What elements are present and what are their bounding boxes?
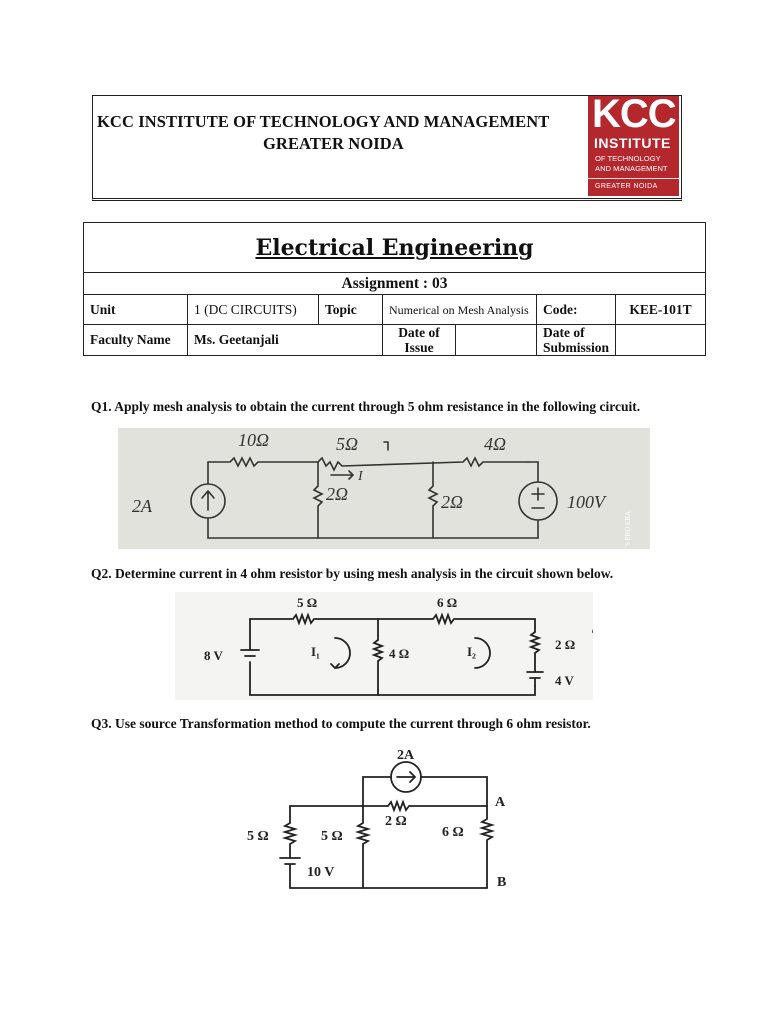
logo-sub1: OF TECHNOLOGY (595, 154, 661, 163)
q1-r4-label: 2Ω (326, 484, 349, 504)
q3-bridge-resistor-label: 2 Ω (385, 814, 407, 829)
institute-location: GREATER NOIDA (263, 134, 404, 153)
institute-header (92, 92, 682, 201)
logo-sub2: AND MANAGEMENT (595, 164, 668, 173)
q2-r4-label: 2 Ω (555, 637, 576, 652)
q2-v1-label: 8 V (204, 648, 223, 663)
q1-r5-label: 2Ω (441, 492, 464, 512)
q1-r3-label: 4Ω (484, 434, 507, 454)
q1-current-source-label: 2A (132, 496, 152, 516)
q3-node-a: A (495, 795, 506, 810)
q3-voltage-source-label: 10 V (307, 865, 335, 880)
q1-current-label: I (358, 469, 363, 484)
course-info-table (83, 222, 706, 356)
q2-circuit-figure (175, 592, 593, 700)
unit-label: Unit (84, 295, 188, 325)
code-label: Code: (537, 295, 616, 325)
unit-value: 1 (DC CIRCUITS) (188, 295, 319, 325)
q3-left-resistor-label: 5 Ω (247, 829, 269, 844)
question-1: Q1. Apply mesh analysis to obtain the current through 5 ohm resistance in the following circuit. (91, 399, 641, 414)
q1-r2-label: 5Ω (336, 434, 359, 454)
topic-label: Topic (319, 295, 383, 325)
q1-r1-label: 10Ω (238, 430, 270, 450)
topic-value: Numerical on Mesh Analysis (383, 295, 537, 325)
q3-mid-resistor-label: 5 Ω (321, 829, 343, 844)
q3-current-source-label: 2A (397, 748, 415, 763)
q1-voltage-source-label: 100V (567, 492, 605, 512)
question-3: Q3. Use source Transformation method to compute the current through 6 ohm resistor. (91, 716, 591, 731)
institute-name: KCC INSTITUTE OF TECHNOLOGY AND MANAGEMENT (97, 112, 550, 131)
q1-circuit-figure (118, 428, 650, 549)
q3-node-b: B (497, 875, 507, 890)
issue-date-label: Date of Issue (383, 325, 456, 356)
q2-r3-label: 4 Ω (389, 646, 410, 661)
submission-date-label: Date of Submission (537, 325, 616, 356)
q1-watermark: S PRO ERA (624, 510, 632, 546)
logo-kcc: KCC (592, 92, 676, 136)
code-value: KEE-101T (616, 295, 706, 325)
assignment-number: Assignment : 03 (84, 273, 706, 295)
question-2: Q2. Determine current in 4 ohm resistor by using mesh analysis in the circuit shown below. (91, 566, 614, 581)
faculty-label: Faculty Name (84, 325, 188, 356)
faculty-value: Ms. Geetanjali (188, 325, 383, 356)
submission-date-value (616, 325, 706, 356)
issue-date-value (456, 325, 537, 356)
q2-v2-label: 4 V (555, 673, 574, 688)
q2-i2-label: I₂ (467, 644, 476, 659)
logo-institute: INSTITUTE (594, 135, 671, 151)
q2-i1-label: I₁ (311, 644, 320, 659)
q3-right-resistor-label: 6 Ω (442, 825, 464, 840)
q2-r2-label: 6 Ω (437, 595, 458, 610)
logo-location: GREATER NOIDA (595, 183, 658, 190)
logo-divider (588, 178, 679, 179)
q3-circuit-figure (225, 740, 545, 905)
q2-r1-label: 5 Ω (297, 595, 318, 610)
kcc-logo (588, 92, 679, 196)
course-title: Electrical Engineering (84, 223, 706, 273)
